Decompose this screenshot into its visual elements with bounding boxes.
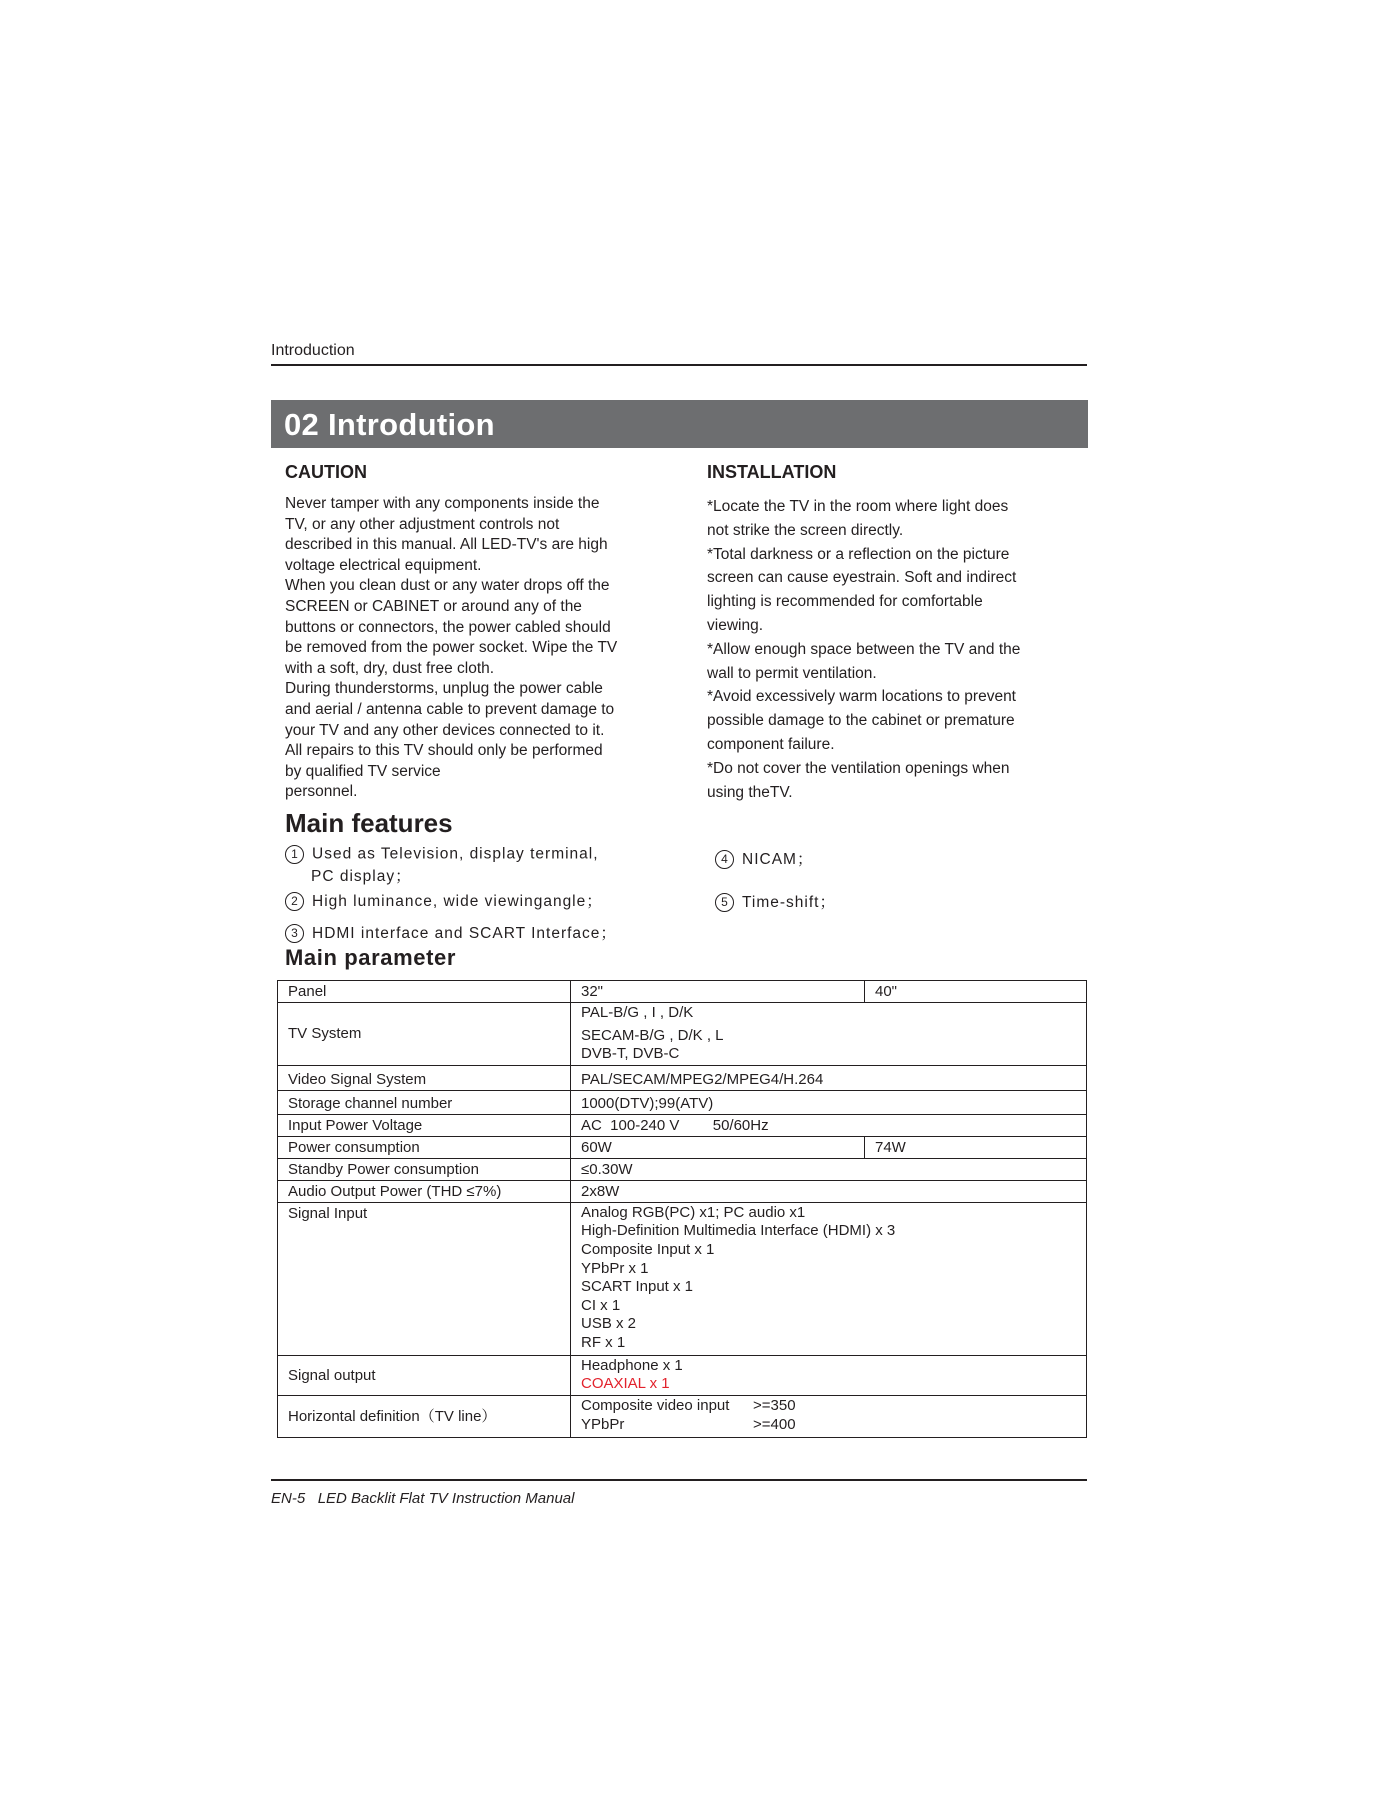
installation-line: possible damage to the cabinet or premature — [707, 712, 1015, 730]
feature-text: HDMI interface and SCART Interface； — [312, 925, 617, 942]
table-row — [278, 981, 1087, 1003]
caution-line: SCREEN or CABINET or around any of the — [285, 597, 582, 615]
feature-item-3 — [285, 921, 617, 943]
caution-line: described in this manual. All LED-TV's are high — [285, 536, 608, 554]
installation-line: *Locate the TV in the room where light does — [707, 498, 1009, 515]
caution-line: voltage electrical equipment. — [285, 556, 482, 574]
installation-line: *Total darkness or a reflection on the picture — [707, 545, 1010, 563]
caution-line: All repairs to this TV should only be performed — [285, 742, 603, 760]
horizontal-values — [571, 1395, 1087, 1437]
caution-line: buttons or connectors, the power cabled should — [285, 618, 611, 636]
caution-heading: CAUTION — [285, 462, 367, 482]
horizontal-row1-value: >=350 — [753, 1396, 796, 1414]
installation-line: lighting is recommended for comfortable — [707, 593, 983, 611]
section-banner — [271, 400, 1088, 448]
storage-label: Storage channel number — [278, 1090, 571, 1114]
table-row — [278, 1180, 1087, 1202]
installation-line: not strike the screen directly. — [707, 521, 904, 539]
power-consumption-40: 74W — [865, 1136, 1087, 1158]
table-row — [278, 1065, 1087, 1090]
caution-line: personnel. — [285, 783, 358, 801]
installation-line: component failure. — [707, 735, 835, 753]
caution-line: Never tamper with any components inside the — [285, 495, 600, 512]
caution-line: When you clean dust or any water drops off the — [285, 577, 610, 595]
table-row — [278, 1003, 1087, 1066]
tv-system-label: TV System — [278, 1003, 571, 1066]
horizontal-row2-name: YPbPr — [581, 1415, 625, 1433]
installation-line: wall to permit ventilation. — [707, 664, 877, 682]
horizontal-label: Horizontal definition（TV line） — [278, 1395, 571, 1437]
feature-item-2 — [285, 889, 603, 911]
circled-number: 1 — [285, 845, 304, 864]
feature-text: Used as Television, display terminal, — [312, 845, 599, 863]
circled-number: 4 — [715, 850, 734, 869]
tv-system-value: PAL-B/G , I , D/K — [581, 1004, 694, 1021]
panel-32: 32" — [571, 981, 865, 1003]
video-signal-value: PAL/SECAM/MPEG2/MPEG4/H.264 — [571, 1065, 1087, 1090]
horizontal-row2-value: >=400 — [753, 1415, 796, 1433]
panel-label: Panel — [278, 981, 571, 1003]
storage-value: 1000(DTV);99(ATV) — [571, 1090, 1087, 1114]
tv-system-values — [571, 1003, 1087, 1066]
feature-item-1-cont: PC display； — [311, 868, 412, 885]
signal-output-value: Headphone x 1 — [581, 1356, 683, 1374]
horizontal-row1-name: Composite video input — [581, 1396, 730, 1414]
installation-body — [707, 495, 1057, 804]
circled-number: 5 — [715, 893, 734, 912]
signal-input-value: Composite Input x 1 — [581, 1240, 715, 1258]
signal-input-value: RF x 1 — [581, 1333, 626, 1351]
tv-system-value: DVB-T, DVB-C — [581, 1045, 680, 1063]
footer-rule — [271, 1479, 1087, 1481]
table-row — [278, 1114, 1087, 1136]
section-title: 02 Introdution — [284, 407, 495, 442]
installation-line: viewing. — [707, 616, 763, 634]
table-row — [278, 1158, 1087, 1180]
spec-table — [277, 980, 1087, 1438]
signal-input-label: Signal Input — [278, 1202, 571, 1355]
signal-output-label: Signal output — [278, 1355, 571, 1395]
signal-output-value-coaxial: COAXIAL x 1 — [581, 1375, 670, 1393]
installation-line: *Do not cover the ventilation openings when — [707, 759, 1010, 777]
standby-value: ≤0.30W — [571, 1158, 1087, 1180]
input-power-value: AC 100-240 V 50/60Hz — [571, 1114, 1087, 1136]
signal-input-values — [571, 1202, 1087, 1355]
power-consumption-32: 60W — [571, 1136, 865, 1158]
page-footer — [271, 1490, 574, 1507]
caution-body — [285, 494, 655, 803]
installation-line: screen can cause eyestrain. Soft and indirect — [707, 569, 1017, 587]
caution-line: be removed from the power socket. Wipe the TV — [285, 639, 618, 657]
installation-line: using theTV. — [707, 783, 793, 801]
caution-line: your TV and any other devices connected to it. — [285, 721, 605, 739]
signal-input-value: SCART Input x 1 — [581, 1278, 694, 1296]
feature-item-5 — [715, 890, 836, 912]
panel-40: 40" — [865, 981, 1087, 1003]
audio-label: Audio Output Power (THD ≤7%) — [278, 1180, 571, 1202]
running-header: Introduction — [271, 342, 355, 359]
signal-input-value: Analog RGB(PC) x1; PC audio x1 — [581, 1203, 806, 1221]
manual-title: LED Backlit Flat TV Instruction Manual — [317, 1490, 575, 1507]
parameters-heading: Main parameter — [285, 945, 457, 970]
feature-text: High luminance, wide viewingangle； — [312, 893, 603, 910]
circled-number: 2 — [285, 892, 304, 911]
table-row — [278, 1395, 1087, 1437]
feature-item-1 — [285, 845, 599, 864]
circled-number: 3 — [285, 924, 304, 943]
installation-heading: INSTALLATION — [707, 462, 837, 482]
caution-line: TV, or any other adjustment controls not — [285, 515, 560, 533]
feature-text: NICAM； — [742, 851, 814, 868]
signal-input-value: CI x 1 — [581, 1296, 621, 1314]
features-heading: Main features — [285, 808, 453, 838]
page-number: EN-5 — [271, 1490, 306, 1507]
caution-line: with a soft, dry, dust free cloth. — [285, 659, 495, 677]
signal-input-value: High-Definition Multimedia Interface (HDMI) x 3 — [581, 1222, 896, 1240]
input-power-label: Input Power Voltage — [278, 1114, 571, 1136]
table-row — [278, 1355, 1087, 1395]
feature-text: Time-shift； — [742, 894, 836, 911]
tv-system-value: SECAM-B/G , D/K , L — [581, 1026, 724, 1044]
feature-item-4 — [715, 847, 813, 869]
installation-line: *Avoid excessively warm locations to prevent — [707, 688, 1016, 706]
table-row — [278, 1202, 1087, 1355]
standby-label: Standby Power consumption — [278, 1158, 571, 1180]
header-rule — [271, 364, 1087, 366]
signal-input-value: USB x 2 — [581, 1315, 637, 1333]
table-row — [278, 1136, 1087, 1158]
signal-output-values — [571, 1355, 1087, 1395]
caution-line: and aerial / antenna cable to prevent damage to — [285, 700, 615, 718]
signal-input-value: YPbPr x 1 — [581, 1259, 649, 1277]
caution-line: by qualified TV service — [285, 762, 441, 780]
video-signal-label: Video Signal System — [278, 1065, 571, 1090]
power-consumption-label: Power consumption — [278, 1136, 571, 1158]
table-row — [278, 1090, 1087, 1114]
installation-line: *Allow enough space between the TV and the — [707, 640, 1021, 658]
caution-line: During thunderstorms, unplug the power cable — [285, 680, 603, 698]
audio-value: 2x8W — [571, 1180, 1087, 1202]
